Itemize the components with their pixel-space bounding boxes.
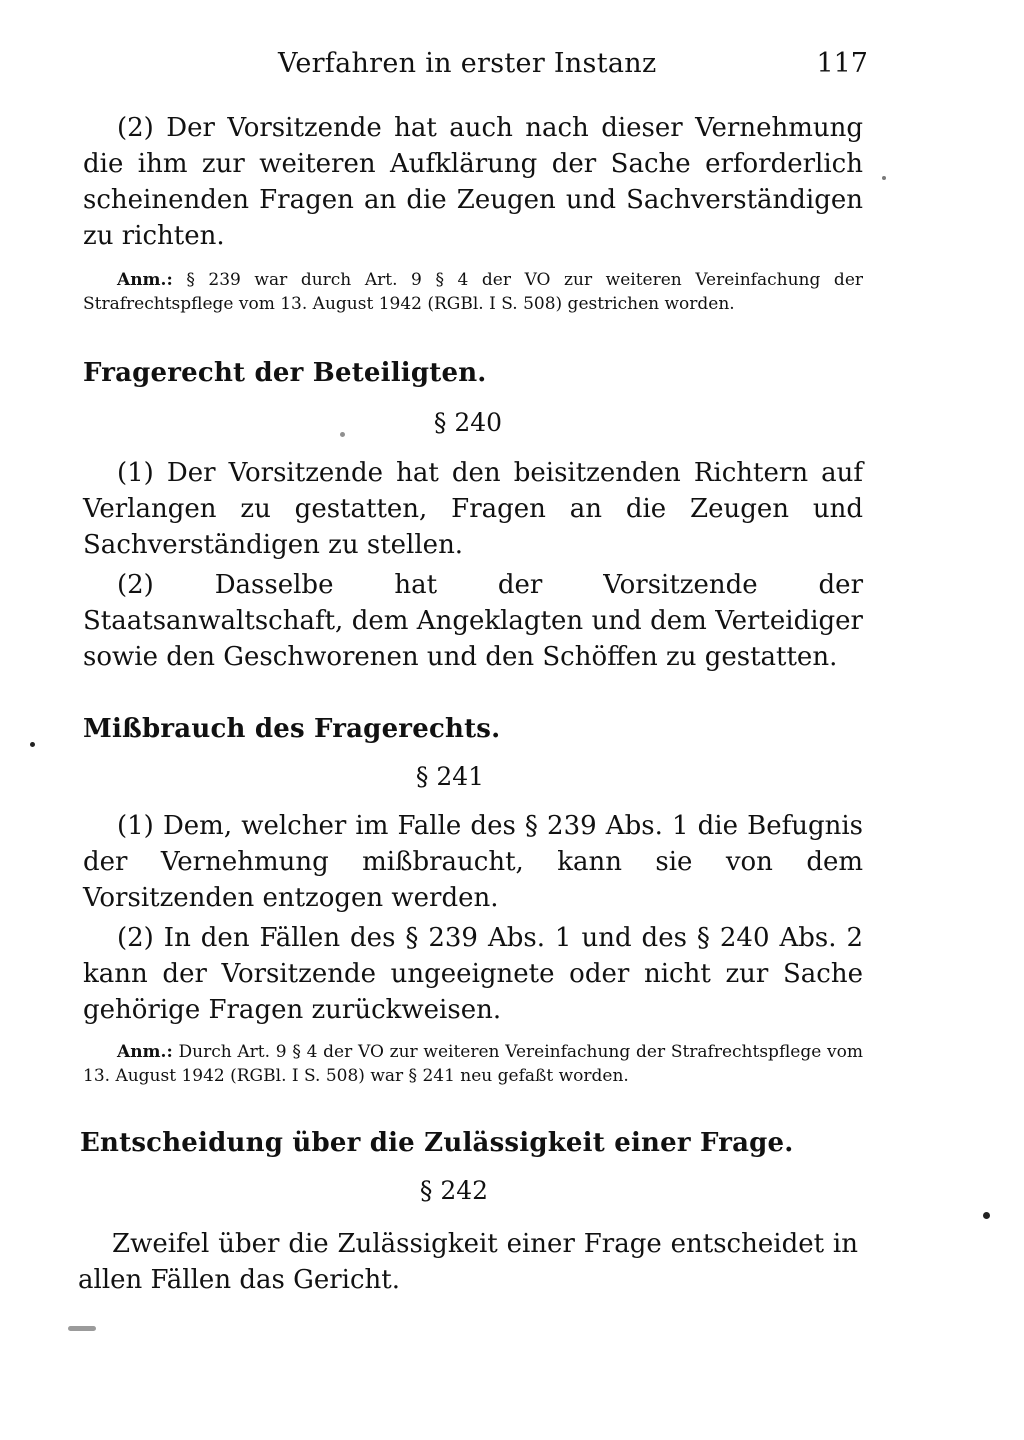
- annotation-label: Anm.:: [117, 1042, 173, 1062]
- scan-speck: [983, 1212, 990, 1219]
- section-240-heading: Fragerecht der Beteiligten.: [83, 358, 487, 388]
- annotation-text: Durch Art. 9 § 4 der VO zur weiteren Vereinfachung der Strafrechtspflege vom 13. August 1942 (RGBl. I S. 508) war § 241 neu gefaßt worden.: [83, 1042, 863, 1086]
- scan-smudge: [68, 1326, 96, 1331]
- paragraph-242-1: Zweifel über die Zulässigkeit einer Frage entscheidet in allen Fällen das Gericht.: [78, 1229, 858, 1295]
- annotation-label: Anm.:: [117, 270, 173, 290]
- running-title: Verfahren in erster Instanz: [278, 48, 657, 79]
- section-242-body: [78, 1226, 858, 1302]
- section-242-heading: Entscheidung über die Zulässigkeit einer Frage.: [80, 1128, 794, 1158]
- section-239-continuation: [83, 110, 863, 316]
- annotation-text: § 239 war durch Art. 9 § 4 der VO zur weiteren Vereinfachung der Strafrechtspflege vom 13. August 1942 (RGBl. I S. 508) gestrichen worden.: [83, 270, 864, 314]
- paragraph-241-1: (1) Dem, welcher im Falle des § 239 Abs. 1 die Befugnis der Vernehmung mißbraucht, kann sie von dem Vorsitzenden entzogen werden.: [83, 811, 863, 913]
- paragraph-239-2: (2) Der Vorsitzende hat auch nach dieser Vernehmung die ihm zur weiteren Aufklärung der Sache erforderlich scheinenden Fragen an die Zeugen und Sachverständigen zu richten.: [83, 113, 863, 251]
- scan-speck: [340, 432, 345, 437]
- paragraph-241-2: (2) In den Fällen des § 239 Abs. 1 und des § 240 Abs. 2 kann der Vorsitzende ungeeignete oder nicht zur Sache gehörige Fragen zurückweisen.: [83, 923, 863, 1025]
- running-head: [278, 48, 868, 88]
- section-240-number: § 240: [433, 408, 503, 437]
- scan-speck: [882, 176, 886, 180]
- paragraph-240-1: (1) Der Vorsitzende hat den beisitzenden Richtern auf Verlangen zu gestatten, Fragen an die Zeugen und Sachverständigen zu stellen.: [83, 458, 863, 560]
- section-240-body: [83, 455, 863, 679]
- section-241-body: [83, 808, 863, 1088]
- section-241-number: § 241: [415, 762, 485, 791]
- section-241-heading: Mißbrauch des Fragerechts.: [83, 714, 501, 744]
- annotation-241: [83, 1040, 863, 1088]
- annotation-239: [83, 268, 863, 316]
- section-242-number: § 242: [419, 1176, 489, 1205]
- page-number: 117: [816, 48, 868, 79]
- paragraph-240-2: (2) Dasselbe hat der Vorsitzende der Staatsanwaltschaft, dem Angeklagten und dem Verteidiger sowie den Geschworenen und den Schöffen zu gestatten.: [83, 570, 863, 672]
- scan-speck: [30, 742, 35, 747]
